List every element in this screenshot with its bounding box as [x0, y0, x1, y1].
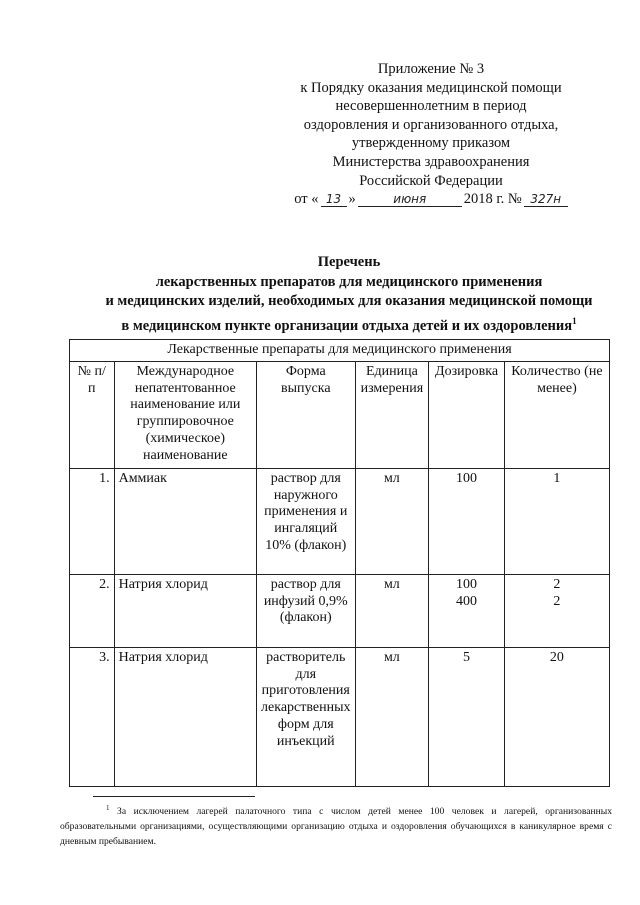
title-line: и медицинских изделий, необходимых для оказания медицинской помощи	[105, 293, 593, 310]
dosage-value: 400	[456, 593, 478, 609]
drug-name: Аммиак	[114, 468, 256, 574]
appendix-line: к Порядку оказания медицинской помощи	[300, 79, 562, 96]
dosage-value: 100	[456, 470, 478, 486]
drug-quantity	[504, 647, 609, 786]
order-date-line	[266, 190, 596, 209]
appendix-line: Российской Федерации	[359, 172, 503, 189]
header-cell: Количество (не менее)	[504, 361, 609, 468]
quantity-value: 20	[549, 649, 564, 665]
table-header-row	[70, 361, 610, 468]
footnote	[60, 801, 612, 849]
appendix-line: несовершеннолетним в период	[335, 98, 527, 115]
handwritten-day: 13	[321, 192, 347, 207]
header-cell: Единица измерения	[355, 361, 429, 468]
dosage-value: 100	[456, 576, 478, 592]
appendix-line: утвержденному приказом	[351, 135, 511, 152]
table-row	[70, 574, 610, 647]
drug-form: раствор для инфузий 0,9% (флакон)	[257, 574, 355, 647]
title-line: Перечень	[317, 254, 381, 270]
footnote-divider	[93, 796, 255, 797]
header-cell: № п/п	[70, 361, 115, 468]
date-year: 2018 г. №	[463, 191, 522, 208]
table-row	[70, 647, 610, 786]
handwritten-month: июня	[358, 192, 462, 207]
appendix-block	[266, 60, 596, 209]
drug-unit: мл	[355, 647, 429, 786]
drug-dosage	[429, 574, 505, 647]
document-title	[84, 253, 614, 336]
drug-dosage	[429, 647, 505, 786]
quantity-value: 2	[553, 576, 561, 592]
row-number: 2.	[70, 574, 115, 647]
date-prefix: от «	[294, 191, 319, 208]
appendix-line: Приложение № 3	[377, 61, 485, 77]
drug-form: раствор для наружного применения и ингаляций 10% (флакон)	[257, 468, 355, 574]
row-number: 3.	[70, 647, 115, 786]
drug-form: растворитель для приготовления лекарственных форм для инъекций	[257, 647, 355, 786]
drugs-table	[69, 339, 610, 787]
row-number: 1.	[70, 468, 115, 574]
header-cell: Дозировка	[429, 361, 505, 468]
quantity-value: 2	[553, 593, 561, 609]
footnote-ref: 1	[572, 315, 577, 326]
drug-name: Натрия хлорид	[114, 647, 256, 786]
drug-unit: мл	[355, 574, 429, 647]
drug-quantity	[504, 574, 609, 647]
table-row	[70, 468, 610, 574]
header-cell: Форма выпуска	[257, 361, 355, 468]
footnote-mark: 1	[106, 804, 110, 812]
date-close: »	[348, 191, 356, 208]
handwritten-order-number: 327н	[524, 192, 568, 207]
footnote-text: За исключением лагерей палаточного типа с числом детей менее 100 человек и лагерей, организованных образовательными организациями, осуществляющими организацию отдыха и оздоровления обучающихся в каникулярное время с дневным пребыванием.	[60, 806, 613, 848]
table-section-row	[70, 340, 610, 362]
appendix-line: Министерства здравоохранения	[332, 153, 530, 170]
drug-quantity	[504, 468, 609, 574]
drug-dosage	[429, 468, 505, 574]
drug-unit: мл	[355, 468, 429, 574]
title-line: лекарственных препаратов для медицинского применения	[155, 273, 543, 290]
appendix-line: оздоровления и организованного отдыха,	[303, 116, 559, 133]
quantity-value: 1	[553, 470, 561, 486]
section-title: Лекарственные препараты для медицинского применения	[70, 340, 610, 362]
drug-name: Натрия хлорид	[114, 574, 256, 647]
title-line-text: в медицинском пункте организации отдыха детей и их оздоровления	[121, 317, 573, 334]
header-cell: Международное непатентованное наименование или группировочное (химическое) наименование	[114, 361, 256, 468]
title-line	[84, 312, 614, 336]
dosage-value: 5	[463, 649, 471, 665]
